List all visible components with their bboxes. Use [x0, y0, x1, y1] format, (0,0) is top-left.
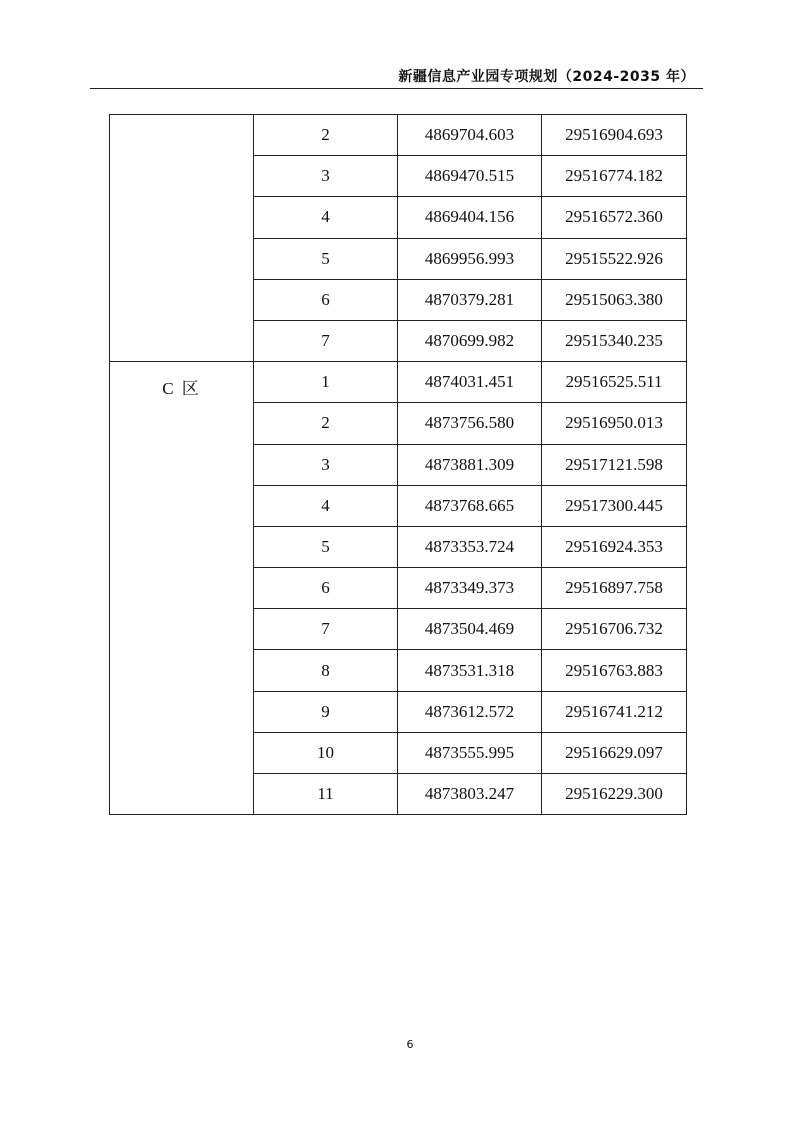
y-coordinate-cell: 29516229.300	[542, 774, 687, 815]
point-number-cell: 7	[254, 609, 398, 650]
x-coordinate-cell: 4873353.724	[398, 526, 542, 567]
table-row	[110, 115, 687, 156]
x-coordinate-cell: 4869470.515	[398, 156, 542, 197]
y-coordinate-cell: 29516774.182	[542, 156, 687, 197]
y-coordinate-cell: 29516741.212	[542, 691, 687, 732]
y-coordinate-cell: 29516904.693	[542, 115, 687, 156]
header-rule	[90, 88, 703, 89]
page-header-title: 新疆信息产业园专项规划（2024-2035 年）	[398, 69, 695, 85]
point-number-cell: 3	[254, 444, 398, 485]
point-number-cell: 2	[254, 403, 398, 444]
y-coordinate-cell: 29516950.013	[542, 403, 687, 444]
x-coordinate-cell: 4873612.572	[398, 691, 542, 732]
x-coordinate-cell: 4869404.156	[398, 197, 542, 238]
x-coordinate-cell: 4869704.603	[398, 115, 542, 156]
point-number-cell: 1	[254, 362, 398, 403]
y-coordinate-cell: 29515063.380	[542, 279, 687, 320]
point-number-cell: 10	[254, 732, 398, 773]
point-number-cell: 9	[254, 691, 398, 732]
x-coordinate-cell: 4870699.982	[398, 320, 542, 361]
y-coordinate-cell: 29517121.598	[542, 444, 687, 485]
point-number-cell: 5	[254, 526, 398, 567]
point-number-cell: 5	[254, 238, 398, 279]
zone-cell-c	[110, 362, 254, 815]
y-coordinate-cell: 29516629.097	[542, 732, 687, 773]
y-coordinate-cell: 29515340.235	[542, 320, 687, 361]
point-number-cell: 11	[254, 774, 398, 815]
coordinate-table	[109, 114, 687, 815]
zone-cell-b-continued	[110, 115, 254, 362]
y-coordinate-cell: 29516706.732	[542, 609, 687, 650]
x-coordinate-cell: 4874031.451	[398, 362, 542, 403]
y-coordinate-cell: 29516572.360	[542, 197, 687, 238]
x-coordinate-cell: 4869956.993	[398, 238, 542, 279]
y-coordinate-cell: 29516525.511	[542, 362, 687, 403]
x-coordinate-cell: 4873504.469	[398, 609, 542, 650]
x-coordinate-cell: 4870379.281	[398, 279, 542, 320]
x-coordinate-cell: 4873768.665	[398, 485, 542, 526]
x-coordinate-cell: 4873756.580	[398, 403, 542, 444]
point-number-cell: 4	[254, 485, 398, 526]
x-coordinate-cell: 4873555.995	[398, 732, 542, 773]
y-coordinate-cell: 29517300.445	[542, 485, 687, 526]
point-number-cell: 3	[254, 156, 398, 197]
table-row	[110, 362, 687, 403]
point-number-cell: 6	[254, 279, 398, 320]
y-coordinate-cell: 29516924.353	[542, 526, 687, 567]
y-coordinate-cell: 29515522.926	[542, 238, 687, 279]
x-coordinate-cell: 4873349.373	[398, 568, 542, 609]
x-coordinate-cell: 4873531.318	[398, 650, 542, 691]
x-coordinate-cell: 4873803.247	[398, 774, 542, 815]
point-number-cell: 4	[254, 197, 398, 238]
zone-label: C 区	[162, 379, 201, 399]
y-coordinate-cell: 29516897.758	[542, 568, 687, 609]
point-number-cell: 7	[254, 320, 398, 361]
page-number: 6	[406, 1038, 414, 1051]
point-number-cell: 2	[254, 115, 398, 156]
x-coordinate-cell: 4873881.309	[398, 444, 542, 485]
y-coordinate-cell: 29516763.883	[542, 650, 687, 691]
point-number-cell: 6	[254, 568, 398, 609]
point-number-cell: 8	[254, 650, 398, 691]
